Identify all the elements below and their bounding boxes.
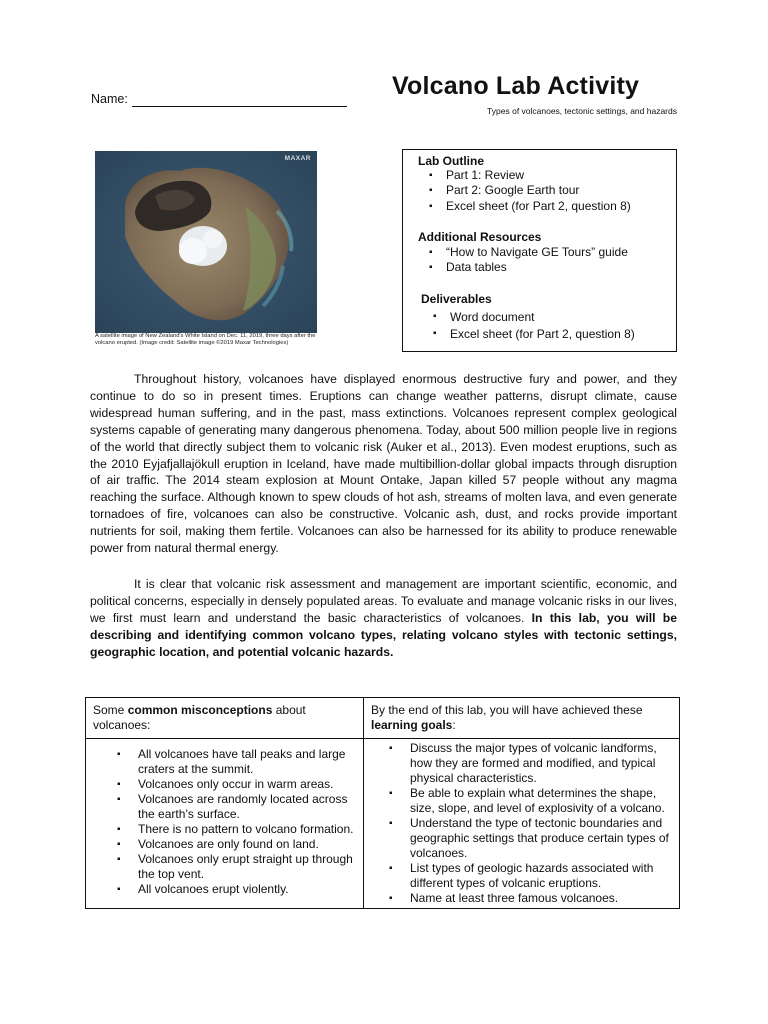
- lab-outline-box: [402, 149, 677, 352]
- learning-goals-cell: [364, 739, 680, 909]
- list-item: ▪ Discuss the major types of volcanic landforms, how they are formed and modified, and typical physical characteristics.: [410, 741, 673, 786]
- list-item: ▪ “How to Navigate GE Tours” guide: [429, 245, 628, 260]
- header-text: Some: [93, 703, 128, 717]
- image-caption: A satellite image of New Zealand's White Island on Dec. 11, 2019, three days after the volcano erupted. (Image credit: Satellite image ©2019 Maxar Technologies): [95, 333, 316, 346]
- page-title: Volcano Lab Activity: [392, 72, 640, 100]
- objective-paragraph: [90, 576, 677, 661]
- deliverables-list: [433, 309, 635, 342]
- list-item: ▪ Excel sheet (for Part 2, question 8): [433, 326, 635, 343]
- header-bold-text: learning goals: [371, 718, 453, 732]
- lab-outline-list: [429, 168, 631, 214]
- list-item: ▪ There is no pattern to volcano formation.: [138, 822, 357, 837]
- list-item: ▪ Data tables: [429, 260, 628, 275]
- header-bold-text: common misconceptions: [127, 703, 273, 717]
- misconceptions-list: [86, 739, 363, 905]
- list-item: ▪ Volcanoes only erupt straight up through the top vent.: [138, 852, 357, 882]
- name-blank-line: [132, 106, 347, 107]
- list-item: ▪ Part 2: Google Earth tour: [429, 183, 631, 198]
- misconceptions-cell: [86, 739, 364, 909]
- learning-goals-header: [364, 698, 680, 739]
- list-item: ▪ Part 1: Review: [429, 168, 631, 183]
- list-item: ▪ All volcanoes have tall peaks and large craters at the summit.: [138, 747, 357, 777]
- list-item: ▪ Volcanoes only occur in warm areas.: [138, 777, 357, 792]
- list-item: ▪ All volcanoes erupt violently.: [138, 882, 357, 897]
- additional-resources-heading: Additional Resources: [418, 230, 542, 244]
- header-text: :: [452, 718, 456, 732]
- list-item: ▪ Volcanoes are only found on land.: [138, 837, 357, 852]
- objective-paragraph-text: It is clear that volcanic risk assessment and management are important scientific, economic, and political concerns, especially in densely populated areas. To evaluate and manage volcanic risks in our lives, we first must learn and understand the basic characteristics of volcanoes.: [90, 577, 677, 625]
- intro-paragraph-text: Throughout history, volcanoes have displayed enormous destructive fury and power, and they continue to do so in present times. Eruptions can change weather patterns, disrupt climate, cause widespread human suffering, and in the past, mass extinctions. Volcanoes represent complex geological systems capable of generating many dangerous phenomena. Today, about 500 million people live in regions of the world that directly subject them to volcanic risk (Auker et al., 2013). Even modest eruptions, such as the 2010 Eyjafjallajökull eruption in Iceland, have made multibillion-dollar global impacts through disruption of air traffic. The 2014 steam explosion at Mount Ontake, Japan killed 57 people without any magma reaching the surface. Although known to spew clouds of hot ash, streams of molten lava, and even generate tornadoes of fire, volcanoes can also be constructive. Volcanic ash, dust, and rocks provide important nutrients for soil, making them fertile. Volcanoes can also be harnessed for its ability to produce renewable power from natural thermal energy.: [90, 372, 677, 556]
- additional-resources-list: [429, 245, 628, 276]
- header-text: By the end of this lab, you will have achieved these: [371, 703, 643, 717]
- name-label: Name:: [91, 92, 128, 106]
- deliverables-heading: Deliverables: [421, 292, 492, 306]
- misconceptions-header: [86, 698, 364, 739]
- list-item: ▪ Excel sheet (for Part 2, question 8): [429, 199, 631, 214]
- header-text: about volcanoes:: [93, 703, 306, 732]
- list-item: ▪ Word document: [433, 309, 635, 326]
- image-watermark: MAXAR: [284, 155, 311, 162]
- intro-paragraph: [90, 371, 677, 557]
- learning-goals-list: [364, 739, 679, 908]
- satellite-image: [95, 151, 317, 333]
- volcano-island-illustration: [95, 151, 317, 333]
- list-item: ▪ Volcanoes are randomly located across the earth’s surface.: [138, 792, 357, 822]
- misconceptions-goals-table: [85, 697, 680, 909]
- list-item: ▪ Understand the type of tectonic boundaries and geographic settings that produce certain types of volcanoes.: [410, 816, 673, 861]
- list-item: ▪ List types of geologic hazards associated with different types of volcanic eruptions.: [410, 861, 673, 891]
- lab-outline-heading: Lab Outline: [418, 154, 484, 168]
- page-subtitle: Types of volcanoes, tectonic settings, and hazards: [487, 106, 677, 116]
- objective-paragraph-bold: In this lab, you will be describing and identifying common volcano types, relating volcano styles with tectonic settings, geographic location, and potential volcanic hazards.: [90, 610, 677, 659]
- list-item: ▪ Be able to explain what determines the shape, size, slope, and level of explosivity of a volcano.: [410, 786, 673, 816]
- list-item: ▪ Name at least three famous volcanoes.: [410, 891, 673, 906]
